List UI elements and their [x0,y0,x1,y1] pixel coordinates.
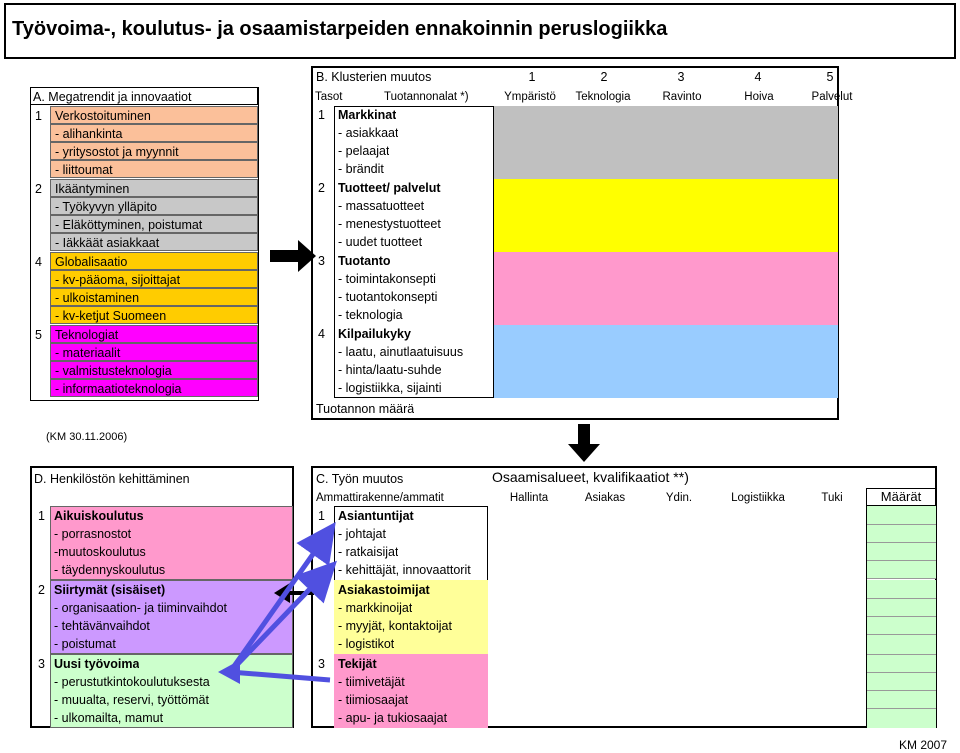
section-c-col-ammatit: Ammattirakenne/ammatit [316,492,444,504]
section-b-group-1-title: Markkinat [338,108,397,122]
section-d-group-3-item-3: - ulkomailta, mamut [54,711,164,725]
section-b-group-3-item-1: - toimintakonsepti [338,272,436,286]
section-a-heading: A. Megatrendit ja innovaatiot [30,87,258,105]
section-b-group-1-item-2: - pelaajat [338,144,390,158]
section-b-col-teknologia: Teknologia [575,91,631,103]
section-c-group-1-item-3: - kehittäjät, innovaattorit [338,563,471,577]
section-b-footer: Tuotannon määrä [316,402,415,416]
section-b-group-3-title: Tuotanto [338,254,391,268]
section-b-colnum-5: 5 [826,70,834,84]
section-c-subheading: Osaamisalueet, kvalifikaatiot **) [492,469,689,485]
section-b-colnum-4: 4 [754,70,762,84]
section-c-group-3-num: 3 [318,657,325,671]
section-a-group-4-title: Globalisaatio [50,252,258,270]
section-d-group-1-item-3: - täydennyskoulutus [54,563,166,577]
section-b-col-tasot: Tasot [315,91,343,103]
down-arrow-icon [566,422,602,464]
section-a-group-2-item-1: - Työkyvyn ylläpito [50,197,258,215]
section-a-note: (KM 30.11.2006) [46,431,128,443]
section-c-group-2-title: Asiakastoimijat [338,583,430,597]
section-a-group-4-item-1: - kv-pääoma, sijoittajat [50,270,258,288]
section-d-group-3-item-2: - muualta, reservi, työttömät [54,693,209,707]
footer-credit: KM 2007 [899,738,948,752]
section-c-group-2-num: 2 [318,583,325,597]
section-b-group-3-item-2: - tuotantokonsepti [338,290,438,304]
section-c-band-lightgreen-1 [866,506,936,524]
section-b-heading: B. Klusterien muutos [316,70,432,84]
section-b-group-2-item-2: - menestystuotteet [338,217,441,231]
section-d-heading: D. Henkilöstön kehittäminen [34,472,190,486]
blue-connector-arrows [200,500,340,700]
section-a-group-2-item-3: - Iäkkäät asiakkaat [50,233,258,251]
section-d-group-3-num: 3 [38,657,45,671]
section-a-group-1-num: 1 [35,109,42,123]
section-b-col-ymparisto: Ympäristö [504,91,556,103]
section-b-colnum-2: 2 [600,70,608,84]
section-d-group-1-item-1: - porrasnostot [54,527,132,541]
grid-line [866,506,867,728]
section-c-group-1-title: Asiantuntijat [338,509,414,523]
section-b-colnum-3: 3 [677,70,685,84]
grid-line [866,524,936,525]
section-b-group-2-num: 2 [318,181,325,195]
section-b-group-4-item-2: - hinta/laatu-suhde [338,363,442,377]
section-c-group-2-item-3: - logistikot [338,637,395,651]
section-b-group-2-title: Tuotteet/ palvelut [338,181,441,195]
section-d-group-2-item-1: - organisaation- ja tiiminvaihdot [54,601,228,615]
section-c-group-1-item-2: - ratkaisijat [338,545,399,559]
section-b-col-tuotannonalat: Tuotannonalat *) [384,91,469,103]
section-a-group-2-item-2: - Eläköttyminen, poistumat [50,215,258,233]
section-b-col-ravinto: Ravinto [662,91,702,103]
section-b-group-2-item-1: - massatuotteet [338,199,425,213]
section-a-group-2-num: 2 [35,182,42,196]
arrow-line [230,530,330,672]
section-c-group-1-num: 1 [318,509,325,523]
section-a-group-4-item-3: - kv-ketjut Suomeen [50,306,258,324]
section-b-group-1-item-1: - asiakkaat [338,126,399,140]
section-b-group-1-item-3: - brändit [338,162,384,176]
section-a-group-4-item-2: - ulkoistaminen [50,288,258,306]
grid-line [866,578,936,579]
section-c-group-3-item-1: - tiimivetäjät [338,675,405,689]
section-b-group-1-num: 1 [318,108,325,122]
arrow-head [218,660,240,684]
section-b-col-palvelut: Palvelut [811,91,853,103]
section-a-group-5-item-2: - valmistusteknologia [50,361,258,379]
section-a-group-5-item-3: - informaatioteknologia [50,379,258,397]
section-c-group-2-item-1: - markkinoijat [338,601,413,615]
section-c-band-green [866,524,936,578]
grid-line [866,708,936,709]
grid-line [866,542,936,543]
grid-line [866,560,936,561]
section-a-group-2-title: Ikääntyminen [50,179,258,197]
section-d-group-1-item-2: -muutoskoulutus [54,545,146,559]
section-a-group-1-item-1: - alihankinta [50,124,258,142]
section-d-group-2-item-3: - poistumat [54,637,116,651]
section-a-group-5-title: Teknologiat [50,325,258,343]
section-c-group-3-title: Tekijät [338,657,377,671]
section-a-outline [30,87,259,401]
section-a-group-5-num: 5 [35,328,42,342]
grid-line [866,634,936,635]
section-b-group-3-item-3: - teknologia [338,308,403,322]
section-c-col-hallinta: Hallinta [509,492,549,504]
section-c-col-asiakas: Asiakas [584,492,626,504]
section-d-group-2-item-2: - tehtävänvaihdot [54,619,150,633]
section-b-band-markkinat [494,106,838,179]
section-c-group-1-item-1: - johtajat [338,527,386,541]
section-a-group-1-item-3: - liittoumat [50,160,258,178]
section-b-group-4-item-1: - laatu, ainutlaatuisuus [338,345,464,359]
grid-line [866,654,936,655]
section-d-group-1-title: Aikuiskoulutus [54,509,144,523]
section-b-group-4-item-3: - logistiikka, sijainti [338,381,442,395]
arrow-line [230,568,330,672]
section-c-group-3-item-3: - apu- ja tukiosaajat [338,711,448,725]
arrow-line [230,672,330,680]
section-b-group-3-num: 3 [318,254,325,268]
grid-line [866,598,936,599]
section-b-col-hoiva: Hoiva [744,91,774,103]
section-c-col-logistiikka: Logistiikka [731,492,785,504]
section-c-heading: C. Työn muutos [316,472,404,486]
section-b-band-kilpailukyky [494,325,838,398]
section-a-group-5-item-1: - materiaalit [50,343,258,361]
section-d-group-2-num: 2 [38,583,45,597]
section-d-group-1-num: 1 [38,509,45,523]
section-a-group-4-num: 4 [35,255,42,269]
page-title: Työvoima-, koulutus- ja osaamistarpeiden ennakoinnin peruslogiikka [12,18,668,40]
grid-line [866,690,936,691]
section-b-band-tuotteet [494,179,838,252]
section-c-col-ydin: Ydin. [665,492,693,504]
section-c-col-maarat: Määrät [866,488,936,506]
section-d-group-3-item-1: - perustutkintokoulutuksesta [54,675,210,689]
section-b-colnum-1: 1 [528,70,536,84]
section-d-group-2-title: Siirtymät (sisäiset) [54,583,166,597]
section-a-group-1-title: Verkostoituminen [50,106,258,124]
section-b-group-4-num: 4 [318,327,325,341]
section-c-col-tuki: Tuki [821,492,843,504]
grid-line [866,616,936,617]
section-c-group-3-item-2: - tiimiosaajat [338,693,409,707]
grid-line [866,672,936,673]
section-b-group-4-title: Kilpailukyky [338,327,411,341]
section-c-band-pink-right [866,654,936,728]
section-b-band-tuotanto [494,252,838,325]
section-c-band-yellow-right [866,580,936,654]
section-c-group-2-item-2: - myyjät, kontaktoijat [338,619,452,633]
section-b-group-2-item-3: - uudet tuotteet [338,235,423,249]
section-a-group-1-item-2: - yritysostot ja myynnit [50,142,258,160]
section-d-group-3-title: Uusi työvoima [54,657,140,671]
